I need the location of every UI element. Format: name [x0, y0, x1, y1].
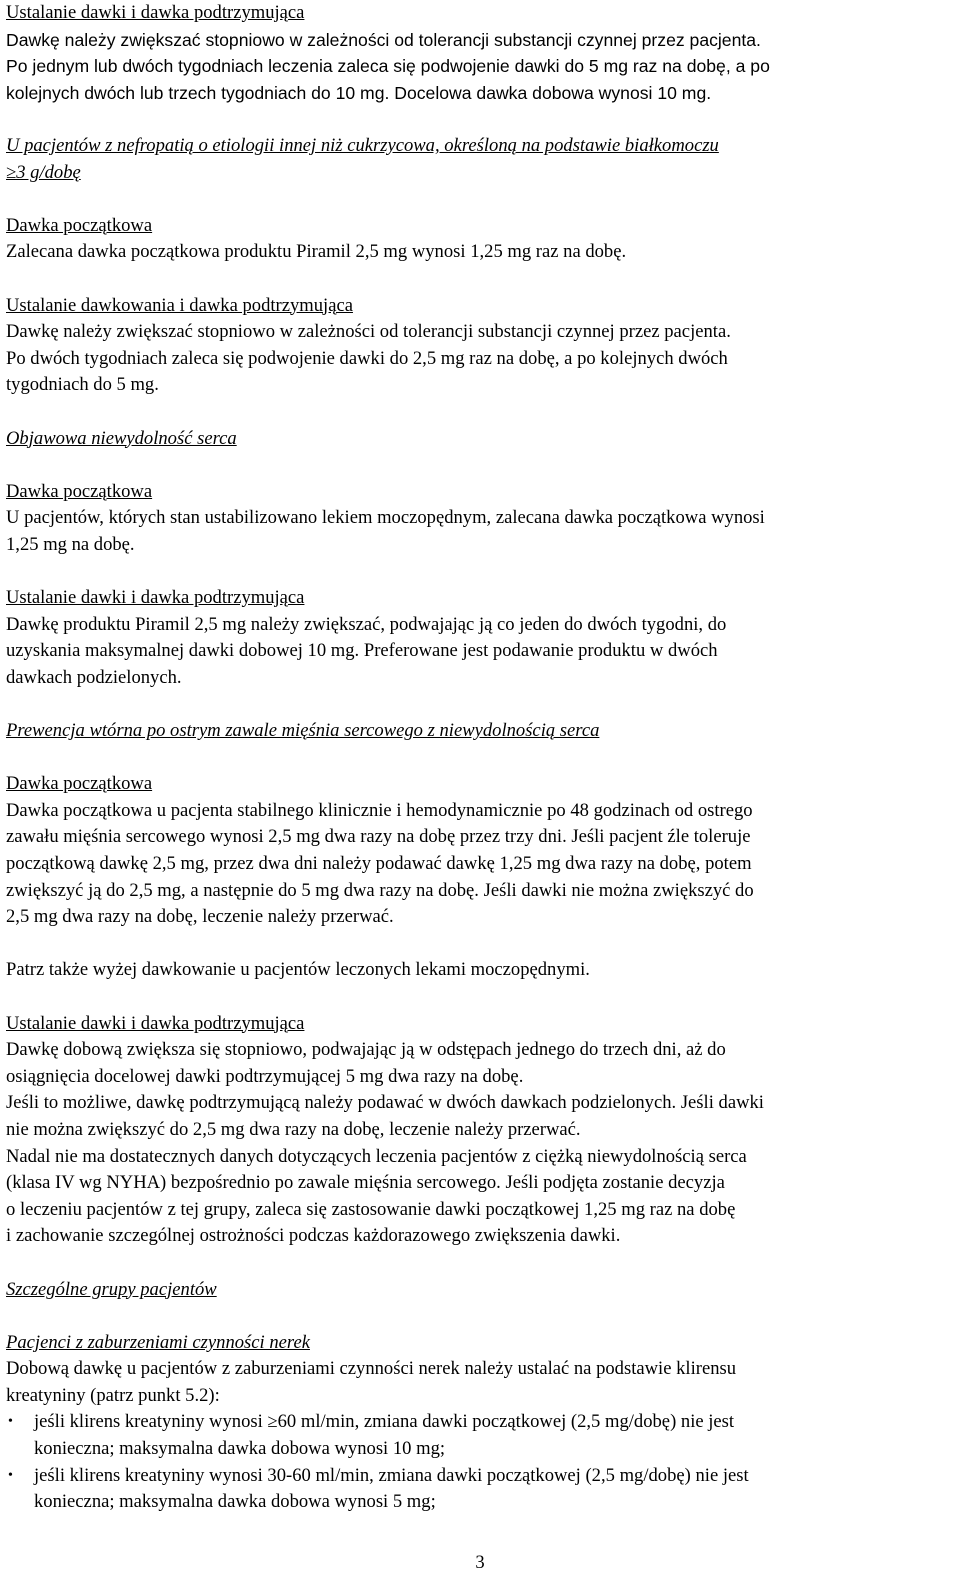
paragraph-line: nie można zwiększyć do 2,5 mg dwa razy na dobę, leczenie należy przerwać.	[6, 1118, 581, 1140]
paragraph-line: tygodniach do 5 mg.	[6, 374, 159, 396]
bullet-list	[6, 1409, 954, 1515]
paragraph-line: początkową dawkę 2,5 mg, przez dwa dni należy podawać dawkę 1,25 mg dwa razy na dobę, potem	[6, 853, 752, 874]
paragraph-line: kolejnych dwóch lub trzech tygodniach do 10 mg. Docelowa dawka dobowa wynosi 10 mg.	[6, 82, 712, 103]
page-number: 3	[475, 1552, 485, 1573]
paragraph-line: osiągnięcia docelowej dawki podtrzymującej 5 mg dwa razy na dobę.	[6, 1065, 524, 1087]
paragraph-line: i zachowanie szczególnej ostrożności podczas każdorazowego zwiększenia dawki.	[6, 1225, 621, 1247]
paragraph-line: (klasa IV wg NYHA) bezpośrednio po zawale mięśnia sercowego. Jeśli podjęta zostanie decyzja	[6, 1172, 725, 1194]
paragraph-line: Dobową dawkę u pacjentów z zaburzeniami czynności nerek należy ustalać na podstawie klirensu	[6, 1358, 737, 1380]
section-title: ≥3 g/dobę	[6, 161, 81, 183]
paragraph-line: zwiększyć ją do 2,5 mg, a następnie do 5 mg dwa razy na dobę. Jeśli dawki nie można zwiększyć do	[6, 879, 754, 901]
list-item-line: konieczna; maksymalna dawka dobowa wynosi 10 mg;	[34, 1438, 446, 1460]
section-heading: Ustalanie dawki i dawka podtrzymująca	[6, 2, 305, 23]
paragraph-line: Patrz także wyżej dawkowanie u pacjentów leczonych lekami moczopędnymi.	[6, 959, 590, 981]
section-title: U pacjentów z nefropatią o etiologii innej niż cukrzycowa, określoną na podstawie białkomoczu	[6, 134, 719, 156]
subsection-heading: Pacjenci z zaburzeniami czynności nerek	[6, 1331, 310, 1353]
paragraph-line: Jeśli to możliwe, dawkę podtrzymującą należy podawać w dwóch dawkach podzielonych. Jeśli dawki	[6, 1092, 764, 1114]
list-item-line: jeśli klirens kreatyniny wynosi 30-60 ml/min, zmiana dawki początkowej (2,5 mg/dobę) nie jest	[34, 1464, 749, 1486]
paragraph-line: Dawka początkowa u pacjenta stabilnego klinicznie i hemodynamicznie po 48 godzinach od ostrego	[6, 799, 753, 821]
section-title: Objawowa niewydolność serca	[6, 427, 237, 449]
subsection-heading: Dawka początkowa	[6, 214, 153, 236]
section-title: Prewencja wtórna po ostrym zawale mięśnia sercowego z niewydolnością serca	[6, 720, 600, 742]
list-item	[6, 1463, 954, 1516]
paragraph-line: Po jednym lub dwóch tygodniach leczenia zaleca się podwojenie dawki do 5 mg raz na dobę, a po	[6, 56, 770, 77]
list-item	[6, 1409, 954, 1462]
list-item-line: konieczna; maksymalna dawka dobowa wynosi 5 mg;	[34, 1491, 436, 1513]
paragraph-line: Dawkę produktu Piramil 2,5 mg należy zwiększać, podwajając ją co jeden do dwóch tygodni, do	[6, 613, 727, 635]
subsection-heading: Ustalanie dawki i dawka podtrzymująca	[6, 1012, 305, 1034]
paragraph-line: U pacjentów, których stan ustabilizowano lekiem moczopędnym, zalecana dawka początkowa wynosi	[6, 507, 765, 529]
paragraph-line: dawkach podzielonych.	[6, 666, 182, 688]
paragraph-line: kreatyniny (patrz punkt 5.2):	[6, 1384, 220, 1406]
paragraph-line: Nadal nie ma dostatecznych danych dotyczących leczenia pacjentów z ciężką niewydolnością serca	[6, 1145, 747, 1167]
paragraph-line: 2,5 mg dwa razy na dobę, leczenie należy przerwać.	[6, 906, 394, 928]
paragraph-line: 1,25 mg na dobę.	[6, 533, 135, 555]
subsection-heading: Dawka początkowa	[6, 773, 153, 795]
document-page	[6, 0, 954, 1589]
paragraph-line: Dawkę dobową zwiększa się stopniowo, podwajając ją w odstępach jednego do trzech dni, aż do	[6, 1039, 726, 1061]
paragraph-line: zawału mięśnia sercowego wynosi 2,5 mg dwa razy na dobę przez trzy dni. Jeśli pacjent źle toleruje	[6, 826, 751, 848]
paragraph-line: uzyskania maksymalnej dawki dobowej 10 mg. Preferowane jest podawanie produktu w dwóch	[6, 640, 718, 662]
paragraph-line: Dawkę należy zwiększać stopniowo w zależności od tolerancji substancji czynnej przez pacjenta.	[6, 29, 761, 50]
paragraph-line: Dawkę należy zwiększać stopniowo w zależności od tolerancji substancji czynnej przez pacjenta.	[6, 321, 731, 343]
paragraph-line: o leczeniu pacjentów z tej grupy, zaleca się zastosowanie dawki początkowej 1,25 mg raz na dobę	[6, 1198, 736, 1220]
paragraph-line: Po dwóch tygodniach zaleca się podwojenie dawki do 2,5 mg raz na dobę, a po kolejnych dwóch	[6, 347, 728, 369]
paragraph-line: Zalecana dawka początkowa produktu Piramil 2,5 mg wynosi 1,25 mg raz na dobę.	[6, 241, 627, 263]
list-item-line: jeśli klirens kreatyniny wynosi ≥60 ml/min, zmiana dawki początkowej (2,5 mg/dobę) nie jest	[34, 1411, 735, 1433]
subsection-heading: Ustalanie dawkowania i dawka podtrzymująca	[6, 294, 353, 316]
subsection-heading: Dawka początkowa	[6, 480, 153, 502]
subsection-heading: Ustalanie dawki i dawka podtrzymująca	[6, 587, 305, 609]
section-title: Szczególne grupy pacjentów	[6, 1278, 217, 1300]
